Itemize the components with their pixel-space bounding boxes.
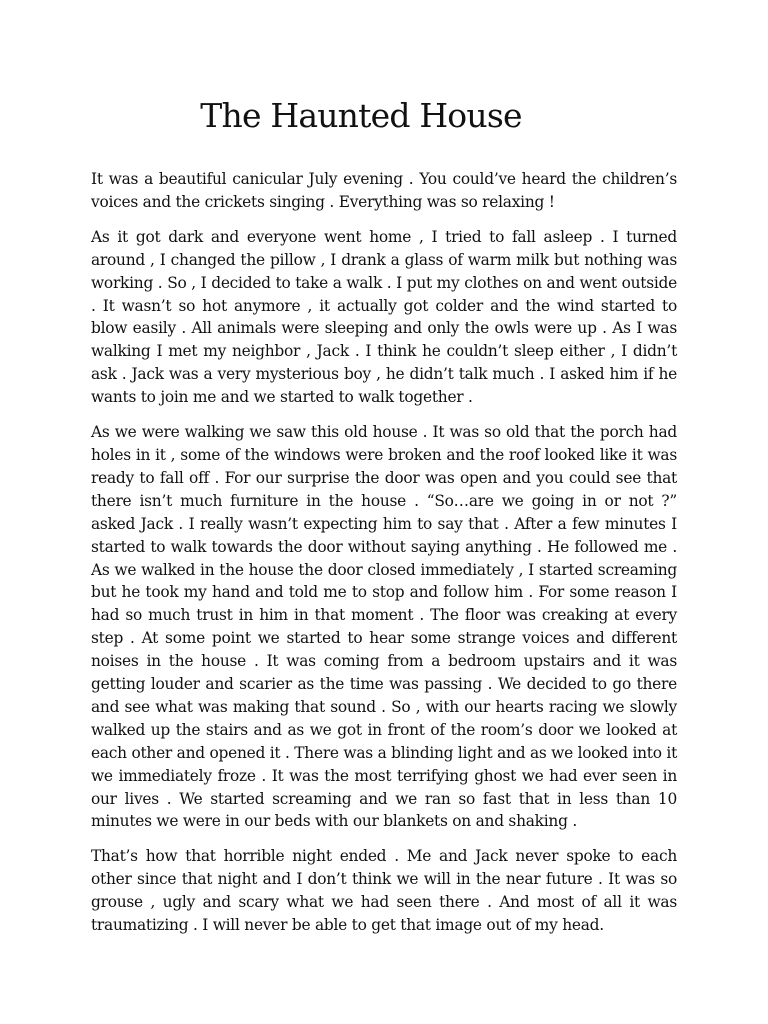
document-title: The Haunted House [200, 96, 522, 135]
paragraph-4: That’s how that horrible night ended . Me and Jack never spoke to each other since that night and I don’t think we will in the near future . It was so grouse , ugly and scary what we had seen there . And most of all it was traumatizing . I will never be able to get that image out of my head. [91, 847, 677, 935]
paragraph-1: It was a beautiful canicular July evening . You could’ve heard the children’s voices and the crickets singing . Everything was so relaxing ! [91, 170, 677, 211]
paragraph-3: As we were walking we saw this old house . It was so old that the porch had holes in it , some of the windows were broken and the roof looked like it was ready to fall off . For our surprise the door was open and you could see that there isn’t much furniture in the house . “So…are we going in or not ?” asked Jack . I really wasn’t expecting him to say that . After a few minutes I started to walk towards the door without saying anything . He followed me . As we walked in the house the door closed immediately , I started screaming but he took my hand and told me to stop and follow him . For some reason I had so much trust in him in that moment . The floor was creaking at every step . At some point we started to hear some strange voices and different noises in the house . It was coming from a bedroom upstairs and it was getting louder and scarier as the time was passing . We decided to go there and see what was making that sound . So , with our hearts racing we slowly walked up the stairs and as we got in front of the room’s door we looked at each other and opened it . There was a blinding light and as we looked into it we immediately froze . It was the most terrifying ghost we had ever seen in our lives . We started screaming and we ran so fast that in less than 10 minutes we were in our beds with our blankets on and shaking . [91, 423, 678, 831]
paragraph-2: As it got dark and everyone went home , I tried to fall asleep . I turned around , I changed the pillow , I drank a glass of warm milk but nothing was working . So , I decided to take a walk . I put my clothes on and went outside . It wasn’t so hot anymore , it actually got colder and the wind started to blow easily . All animals were sleeping and only the owls were up . As I was walking I met my neighbor , Jack . I think he couldn’t sleep either , I didn’t ask . Jack was a very mysterious boy , he didn’t talk much . I asked him if he wants to join me and we started to walk together . [91, 227, 677, 407]
document-body [91, 168, 677, 949]
